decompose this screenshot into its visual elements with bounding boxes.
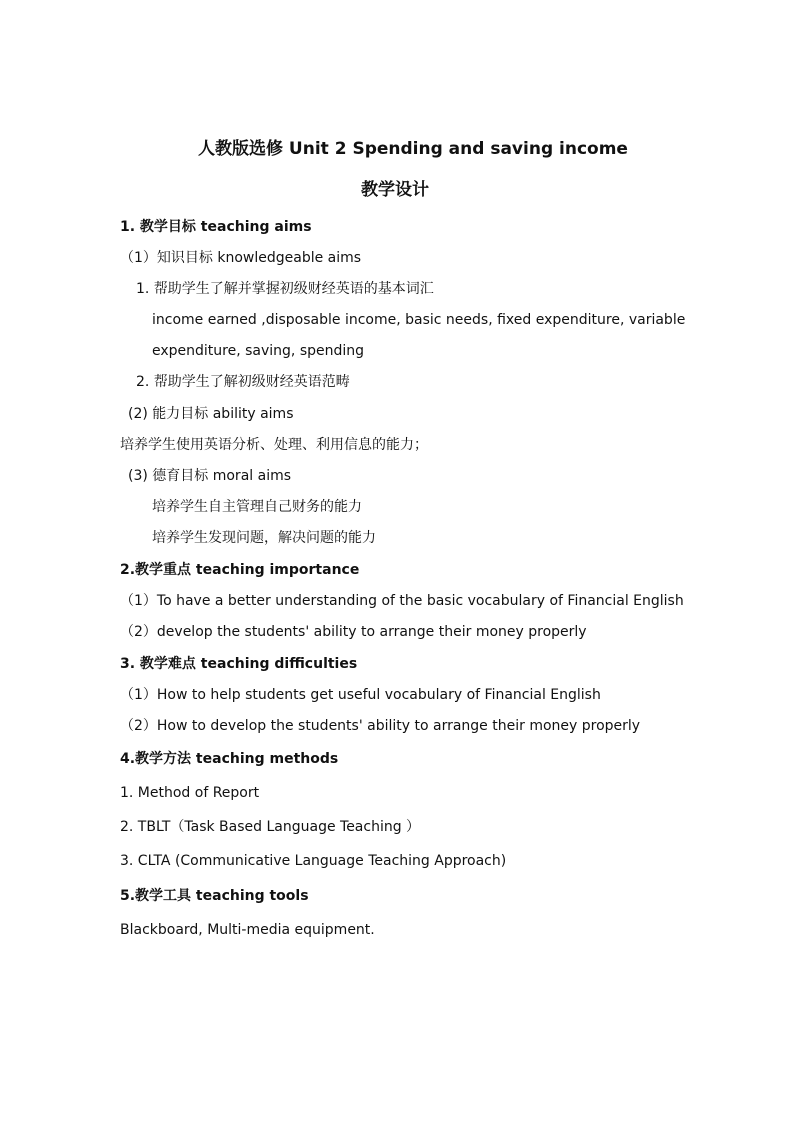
ability-text: 培养学生使用英语分析、处理、利用信息的能力； xyxy=(120,437,428,453)
section-heading-teaching-methods: 4.教学方法 teaching methods xyxy=(120,751,339,767)
method-item: 2. TBLT（Task Based Language Teaching ） xyxy=(120,819,421,835)
section-heading-teaching-tools: 5.教学工具 teaching tools xyxy=(120,888,309,904)
difficulty-point: （2）How to develop the students' ability to arrange their money properly xyxy=(120,718,641,734)
importance-point: （1）To have a better understanding of the basic vocabulary of Financial English xyxy=(120,593,684,609)
importance-point: （2）develop the students' ability to arrange their money properly xyxy=(120,624,587,640)
document-subtitle: 教学设计 xyxy=(361,180,429,200)
difficulty-point: （1）How to help students get useful vocabulary of Financial English xyxy=(120,687,601,703)
section-heading-teaching-aims: 1. 教学目标 teaching aims xyxy=(120,219,312,235)
method-item: 3. CLTA (Communicative Language Teaching Approach) xyxy=(120,853,507,869)
subheading-moral-aims: (3) 德育目标 moral aims xyxy=(128,468,292,484)
method-item: 1. Method of Report xyxy=(120,785,260,801)
subheading-knowledge-aims: （1）知识目标 knowledgeable aims xyxy=(120,250,362,266)
subheading-ability-aims: (2) 能力目标 ability aims xyxy=(128,406,294,422)
moral-aim-text: 培养学生发现问题，解决问题的能力 xyxy=(152,530,376,546)
section-heading-teaching-importance: 2.教学重点 teaching importance xyxy=(120,562,360,578)
section-heading-teaching-difficulties: 3. 教学难点 teaching difficulties xyxy=(120,656,358,672)
list-item: 2. 帮助学生了解初级财经英语范畴 xyxy=(136,374,350,390)
list-item: 1. 帮助学生了解并掌握初级财经英语的基本词汇 xyxy=(136,281,434,297)
vocabulary-line: income earned ,disposable income, basic needs, fixed expenditure, variable xyxy=(152,312,686,328)
tools-text: Blackboard, Multi-media equipment. xyxy=(120,922,375,938)
moral-aim-text: 培养学生自主管理自己财务的能力 xyxy=(152,499,362,515)
vocabulary-line: expenditure, saving, spending xyxy=(152,343,365,359)
document-title: 人教版选修 Unit 2 Spending and saving income xyxy=(198,139,628,159)
